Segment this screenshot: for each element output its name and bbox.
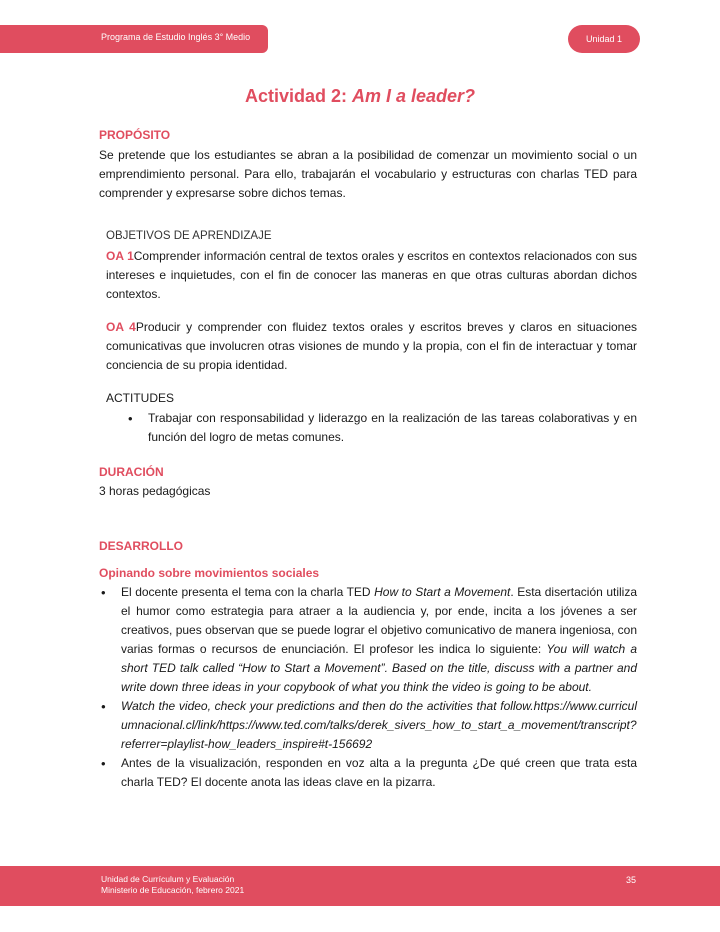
- program-title: Programa de Estudio Inglés 3° Medio: [101, 32, 251, 42]
- footer-line-2: Ministerio de Educación, febrero 2021: [101, 885, 245, 895]
- item1-talk-title: How to Start a Movement: [374, 585, 511, 599]
- oa4-code: OA 4: [106, 320, 136, 334]
- oa1-paragraph: [106, 247, 637, 304]
- desarrollo-item-1: [121, 583, 637, 697]
- desarrollo-subheading: Opinando sobre movimientos sociales: [99, 566, 320, 580]
- footer-line-1: Unidad de Currículum y Evaluación: [101, 874, 235, 884]
- duracion-heading: DURACIÓN: [99, 465, 164, 479]
- item1-instructions: You will watch a short TED talk called “How to Start a Movement”. Based on the title, discuss with a partner and write down three ideas in your copybook of what you think the video is going to be about.: [121, 642, 637, 694]
- duracion-text: 3 horas pedagógicas: [99, 484, 211, 498]
- unit-badge: Unidad 1: [568, 25, 640, 53]
- item1-intro: El docente presenta el tema con la charla TED: [121, 585, 375, 599]
- desarrollo-list: [121, 583, 637, 792]
- actitudes-list: [148, 409, 637, 447]
- oa4-text: Producir y comprender con fluidez textos orales y escritos breves y claros en situaciones comunicativas que involucren otras visiones de mundo y la propia, con el fin de interactuar y tomar conciencia de su propia identidad.: [106, 320, 638, 372]
- desarrollo-item-2[interactable]: • Watch the video, check your predictions and then do the activities that follow.https://www.curriculumnacional.cl/link/https://www.ted.com/talks/derek_sivers_how_to_start_a_movement/transcript?referrer=playlist-how_leaders_inspire#t-156692: [121, 697, 637, 754]
- proposito-text: Se pretende que los estudiantes se abran a la posibilidad de comenzar un movimiento social o un emprendimiento personal. Para ello, trabajarán el vocabulario y estructuras con charlas TED para comprender y expresarse sobre dichos temas.: [99, 148, 637, 200]
- proposito-heading: PROPÓSITO: [99, 128, 171, 142]
- oa4-paragraph: [106, 318, 637, 375]
- footer-bar: [0, 866, 720, 906]
- desarrollo-item-3: • Antes de la visualización, responden en voz alta a la pregunta ¿De qué creen que trata esta charla TED? El docente anota las ideas clave en la pizarra.: [121, 754, 637, 792]
- actitudes-item: • Trabajar con responsabilidad y liderazgo en la realización de las tareas colaborativas y en función del logro de metas comunes.: [148, 409, 637, 447]
- oa1-text: Comprender información central de textos orales y escritos en contextos relacionados con sus intereses e inquietudes, con el fin de conocer las maneras en que otras culturas abordan dichos contextos.: [106, 249, 638, 301]
- objetivos-heading: OBJETIVOS DE APRENDIZAJE: [106, 230, 272, 242]
- actitudes-heading: ACTITUDES: [106, 391, 175, 405]
- page-number: 35: [626, 875, 637, 885]
- header-bar: [0, 25, 268, 53]
- activity-title: [0, 86, 720, 107]
- desarrollo-heading: DESARROLLO: [99, 539, 183, 553]
- item1-body: . Esta disertación utiliza el humor como estrategia para atraer a la audiencia y, por ende, incita a los jóvenes a ser creativos, pues observan que se puede lograr el objetivo comunicativo de manera ingeniosa, con varias formas o recursos de enunciación. El profesor les indica lo siguiente:: [121, 585, 638, 656]
- footer-credits: [101, 874, 244, 896]
- title-prefix: Actividad 2:: [244, 86, 352, 106]
- oa1-code: OA 1: [106, 249, 134, 263]
- title-italic: Am I a leader?: [351, 86, 476, 106]
